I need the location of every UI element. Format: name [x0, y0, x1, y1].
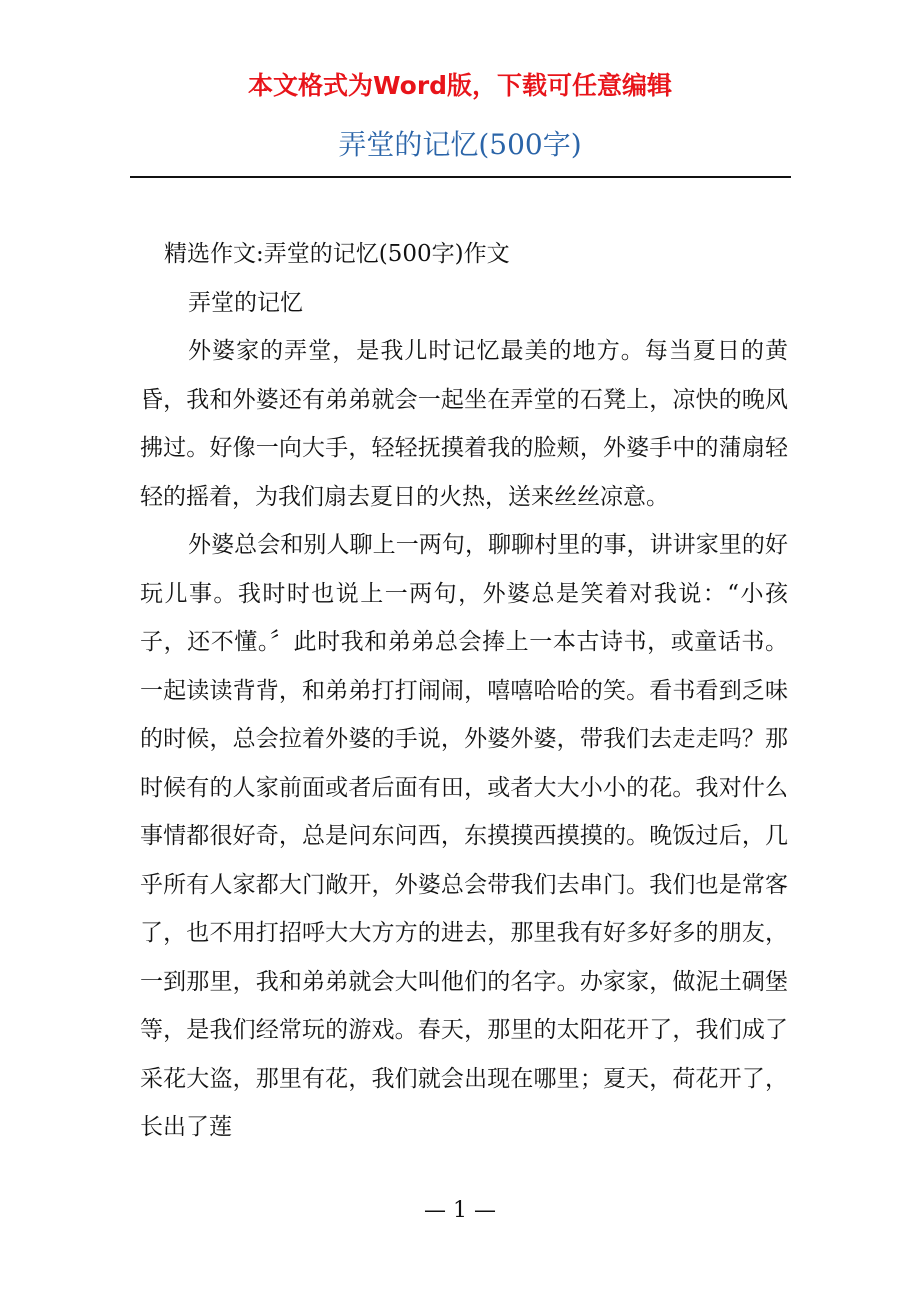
document-title: 弄堂的记忆(500字): [338, 128, 582, 161]
download-banner: 本文格式为Word版，下载可任意编辑: [247, 71, 673, 100]
paragraph-2: 外婆总会和别人聊上一两句，聊聊村里的事，讲讲家里的好玩儿事。我时时也说上一两句，外婆总是笑着对我说：“小孩子，还不懂。〞此时我和弟弟总会捧上一本古诗书，或童话书。一起读读背背，和弟弟打打闹闹，嘻嘻哈哈的笑。看书看到乏味的时候，总会拉着外婆的手说，外婆外婆，带我们去走走吗？那时候有的人家前面或者后面有田，或者大大小小的花。我对什么事情都很好奇，总是问东问西，东摸摸西摸摸的。晚饭过后，几乎所有人家都大门敞开，外婆总会带我们去串门。我们也是常客了，也不用打招呼大大方方的进去，那里我有好多好多的朋友，一到那里，我和弟弟就会大叫他们的名字。办家家，做泥土碉堡等，是我们经常玩的游戏。春天，那里的太阳花开了，我们成了采花大盗，那里有花，我们就会出现在哪里；夏天，荷花开了，长出了莲: [140, 532, 788, 1140]
document-body: [140, 230, 788, 1152]
paragraph-1: 外婆家的弄堂，是我儿时记忆最美的地方。每当夏日的黄昏，我和外婆还有弟弟就会一起坐在弄堂的石凳上，凉快的晚风拂过。好像一向大手，轻轻抚摸着我的脸颊，外婆手中的蒲扇轻轻的摇着，为我们扇去夏日的火热，送来丝丝凉意。: [140, 338, 788, 510]
header-rule: [130, 176, 791, 178]
page-number: — 1 —: [424, 1198, 496, 1223]
article-subtitle: 精选作文:弄堂的记忆(500字)作文: [164, 241, 510, 267]
article-heading: 弄堂的记忆: [188, 289, 303, 316]
